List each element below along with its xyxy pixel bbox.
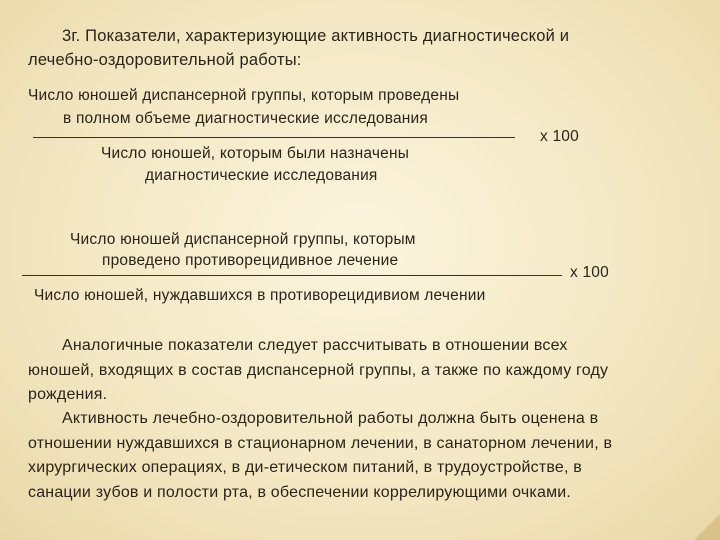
- page-corner-decoration: [694, 514, 720, 540]
- formula2-multiplier: х 100: [570, 264, 609, 281]
- formula1-denominator-line-1: Число юношей, которым были назначены: [101, 145, 410, 162]
- formula1-numerator-line-1: Число юношей диспансерной группы, которым проведены: [28, 87, 460, 104]
- formula1-fraction-bar: [33, 137, 515, 138]
- paragraph-2-line-3: хирургических операциях, в ди-етическом питаний, в трудоустройстве, в: [28, 459, 583, 476]
- paragraph-1-line-3: рождения.: [28, 386, 108, 403]
- paragraph-2-line-1: Активность лечебно-оздоровительной работы должна быть оценена в: [62, 410, 599, 427]
- paragraph-1-line-1: Аналогичные показатели следует рассчитывать в отношении всех: [62, 337, 568, 354]
- formula2-numerator-line-1: Число юношей диспансерной группы, которым: [70, 231, 416, 248]
- slide-title-line-1: 3г. Показатели, характеризующие активность диагностической и: [62, 27, 570, 45]
- paragraph-2-line-4: санации зубов и полости рта, в обеспечении коррелирующими очками.: [28, 483, 572, 501]
- formula2-numerator-line-2: проведено противорецидивное лечение: [102, 252, 399, 269]
- formula1-denominator-line-2: диагностические исследования: [145, 167, 378, 184]
- formula1-numerator-line-2: в полном объеме диагностические исследования: [63, 110, 428, 127]
- paragraph-2: [28, 407, 704, 505]
- formula2-denominator-line-1: Число юношей, нуждавшихся в противорецидивиом лечении: [34, 287, 486, 304]
- slide-title-line-2: лечебно-оздоровительной работы:: [28, 51, 302, 69]
- paragraph-2-line-2: отношении нуждавшихся в стационарном лечении, в санаторном лечении, в: [28, 434, 613, 452]
- formula1-multiplier: х 100: [540, 128, 579, 145]
- paragraph-1: [28, 334, 704, 408]
- formula2-fraction-bar: [22, 275, 562, 276]
- paragraph-1-line-2: юношей, входящих в состав диспансерной группы, а также по каждому году: [28, 361, 609, 379]
